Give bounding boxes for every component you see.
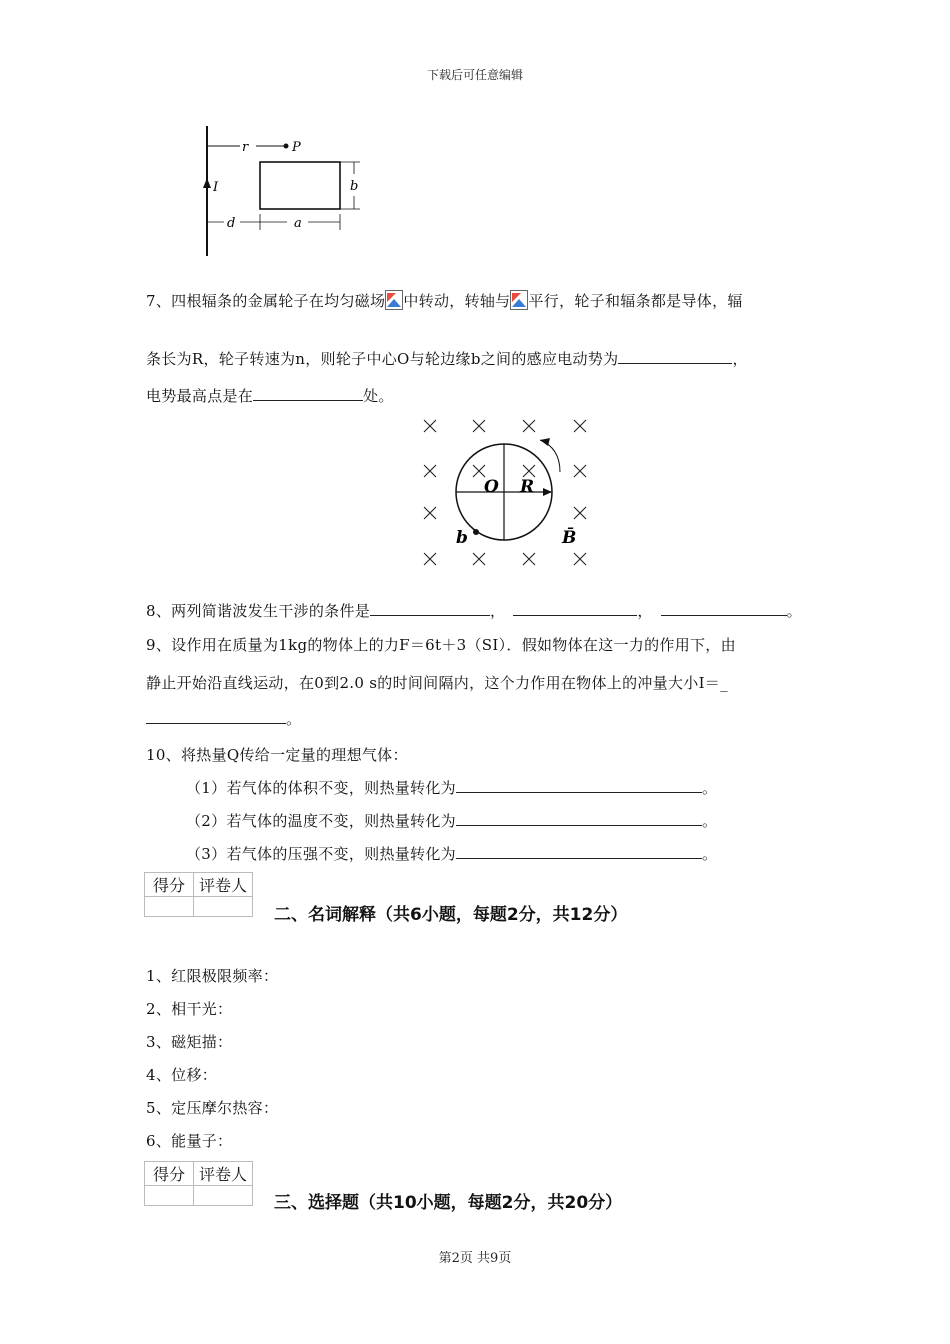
q7-line3 (146, 385, 394, 406)
punct: 。 (701, 812, 718, 830)
punct: ， (637, 602, 653, 620)
term-item: 6、能量子： (146, 1132, 233, 1150)
score-box (144, 872, 253, 917)
label-O: O (484, 477, 499, 497)
score-box (144, 1161, 253, 1206)
q7-text-b: 中转动，转轴与 (403, 292, 511, 310)
grader-cell[interactable] (194, 897, 253, 917)
score-cell[interactable] (145, 1186, 194, 1206)
loop-diagram (190, 122, 370, 262)
q7-line3-text: 电势最高点是在 (146, 387, 254, 405)
answer-blank[interactable] (146, 709, 286, 724)
term-item: 4、位移： (146, 1066, 218, 1084)
answer-blank[interactable] (456, 778, 702, 793)
term-item: 5、定压摩尔热容： (146, 1099, 279, 1117)
label-I: I (213, 180, 219, 195)
answer-blank[interactable] (456, 811, 702, 826)
punct: 。 (286, 710, 302, 728)
punct: ， (732, 350, 748, 368)
score-label: 得分 (145, 873, 194, 897)
q7-text-a: 7、四根辐条的金属轮子在均匀磁场 (146, 292, 386, 310)
grader-cell[interactable] (194, 1186, 253, 1206)
label-a: a (294, 216, 302, 231)
punct: 。 (701, 845, 718, 863)
punct: 处。 (363, 387, 394, 405)
broken-image-icon (510, 290, 528, 310)
q9-line1: 9、设作用在质量为1kg的物体上的力F＝6t＋3（SI）．假如物体在这一力的作用下，由 (146, 636, 736, 654)
q10-item-text: （1）若气体的体积不变，则热量转化为 (186, 779, 456, 797)
q10-item-2 (186, 810, 717, 831)
label-b: b (456, 528, 468, 548)
q8-text: 8、两列简谐波发生干涉的条件是 (146, 602, 371, 620)
score-label: 得分 (145, 1162, 194, 1186)
wheel-diagram (410, 410, 610, 575)
q9-line2: 静止开始沿直线运动，在0到2.0 s的时间间隔内，这个力作用在物体上的冲量大小I＝_ (146, 674, 728, 692)
q9-line3 (146, 708, 301, 729)
punct: ， (490, 602, 506, 620)
grader-label: 评卷人 (194, 1162, 253, 1186)
label-P: P (292, 140, 301, 155)
q10-item-3 (186, 843, 717, 864)
q7-line2 (146, 348, 748, 369)
term-item: 2、相干光： (146, 1000, 233, 1018)
q7-line2-text: 条长为R，轮子转速为n，则轮子中心O与轮边缘b之间的感应电动势为 (146, 350, 619, 368)
q7-line1 (146, 290, 743, 311)
term-item: 1、红限极限频率： (146, 967, 279, 985)
punct: 。 (701, 779, 718, 797)
page-footer: 第2页 共9页 (438, 1251, 512, 1266)
grader-label: 评卷人 (194, 873, 253, 897)
label-r: r (242, 140, 249, 155)
section-2-title: 二、名词解释（共6小题，每题2分，共12分） (274, 905, 628, 925)
section-3-title: 三、选择题（共10小题，每题2分，共20分） (274, 1193, 623, 1213)
broken-image-icon (385, 290, 403, 310)
q10-item-text: （3）若气体的压强不变，则热量转化为 (186, 845, 456, 863)
answer-blank[interactable] (513, 601, 637, 616)
q10-item-1 (186, 777, 717, 798)
label-R: R (520, 477, 535, 497)
score-cell[interactable] (145, 897, 194, 917)
q7-text-c: 平行，轮子和辐条都是导体，辐 (528, 292, 743, 310)
q8-line (146, 600, 802, 621)
answer-blank[interactable] (661, 601, 787, 616)
answer-blank[interactable] (618, 349, 732, 364)
label-d: d (227, 216, 236, 231)
label-b: b (350, 179, 359, 194)
answer-blank[interactable] (370, 601, 490, 616)
answer-blank[interactable] (253, 386, 363, 401)
label-B: B̄ (562, 528, 577, 548)
term-item: 3、磁矩描： (146, 1033, 233, 1051)
punct: 。 (786, 602, 802, 620)
q10-item-text: （2）若气体的温度不变，则热量转化为 (186, 812, 456, 830)
answer-blank[interactable] (456, 844, 702, 859)
page-header: 下载后可任意编辑 (426, 68, 523, 82)
q10-title: 10、将热量Q传给一定量的理想气体： (146, 746, 408, 764)
